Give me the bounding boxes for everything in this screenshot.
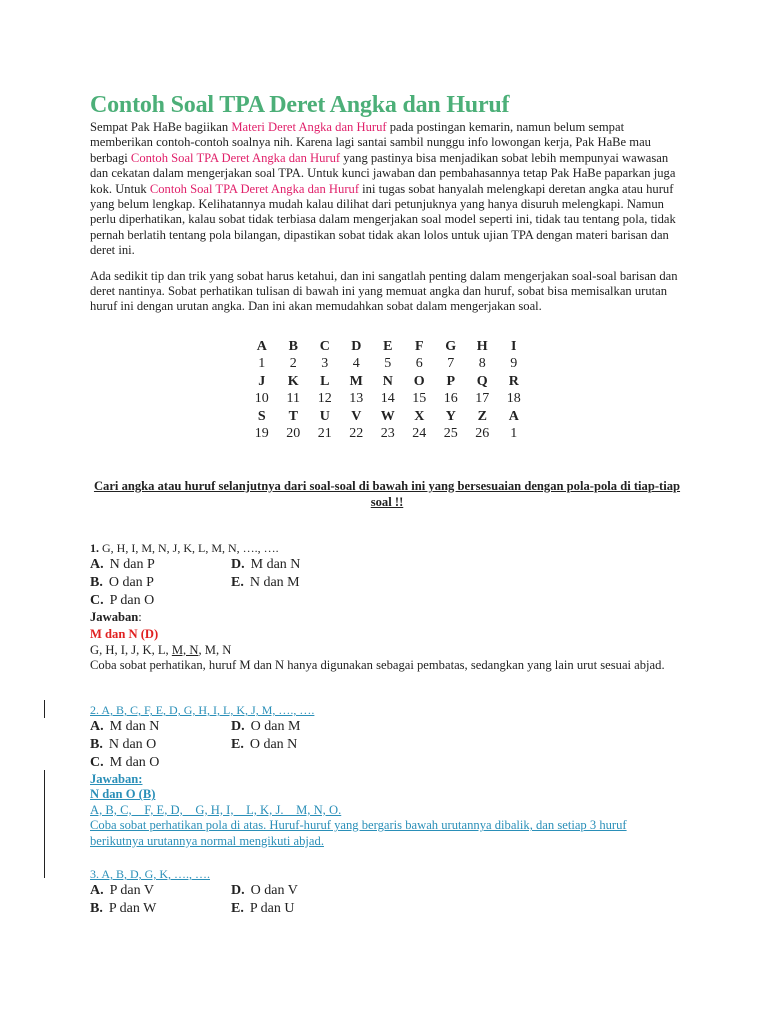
link-materi[interactable]: Materi Deret Angka dan Huruf [231,120,387,134]
answer: N dan O (B) [90,787,156,802]
option-row: C. M dan O [90,755,160,770]
article [90,90,680,315]
revision-mark [44,770,45,878]
option-row: B. P dan W E. P dan U [90,901,295,916]
option-row: A. N dan P D. M dan N [90,557,301,572]
intro-text: Sempat Pak HaBe bagiikan [90,120,232,134]
answer: M dan N (D) [90,627,159,642]
jawaban-label: Jawaban: [90,772,143,786]
link-contoh-soal-2[interactable]: Contoh Soal TPA Deret Angka dan Huruf [149,181,360,196]
intro-text: pada postingan kemarin, namun belum sempat memberikan contoh-contoh soalnya nih. Karena lagi santai sambil nunggu info lowongan kerja, Pak HaBe mau berbagi [90,120,651,165]
question-3 [90,866,690,918]
explanation: Coba sobat perhatikan pola di atas. Huruf-huruf yang bergaris bawah urutannya dibalik, dan setiap 3 huruf berikutnya urutannya normal mengikuti abjad. [90,818,627,848]
number-row: 10 11 12 13 14 15 16 17 18 [254,391,521,407]
letter-row: J K L M N O P Q R [258,373,519,389]
revision-mark [44,700,45,718]
option-row: B. O dan P E. N dan M [90,575,300,590]
intro-text: ini tugas sobat hanyalah melengkapi deretan angka atau huruf yang belum lengkap. Kelihatannya mudah kalau dilihat dari petunjuknya yang hanya disuruh melengkapi. Namun perlu diperhatikan, kalau sobat tidak terbiasa dalam mengerjakan soal model seperti ini, tidak tau tentang pola, tidak pernah berlatih tentang pola bilangan, dipastikan sobat tidak akan lolos untuk ujian TPA dengan materi barisan dan deret ini. [90,181,676,258]
instruction-heading: Cari angka atau huruf selanjutnya dari soal-soal di bawah ini yang bersesuaian dengan pola-pola di tiap-tiap soal !! [93,479,681,509]
question-text: 1. G, H, I, M, N, J, K, L, M, N, …., …. [90,541,279,555]
option-row: A. P dan V D. O dan V [90,883,298,898]
letter-row: A B C D E F G H I [256,339,517,354]
explanation: Coba sobat perhatikan, huruf M dan N hanya digunakan sebagai pembatas, sedangkan yang lain urut sesuai abjad. [90,658,665,673]
question-text: 3. A, B, D, G, K, …., …. [90,867,211,881]
alphabet-table [246,338,530,442]
intro-paragraph [90,120,680,259]
letter-row: S T U V W X Y Z A [257,408,519,424]
question-1 [90,540,690,674]
answer-sequence: G, H, I, J, K, L, M, N, M, N [90,642,232,657]
option-row: C. P dan O [90,593,155,608]
question-text: 2. A, B, C, F, E, D, G, H, I, L, K, J, M, …., …. [90,703,315,717]
intro-text: yang pastinya bisa menjadikan sobat lebih mempunyai wawasan dan cekatan dalam mengerjakan soal TPA. Untuk kunci jawaban dan pembahasannya tetap Pak HaBe paparkan juga kok. Untuk [90,150,676,196]
page-title: Contoh Soal TPA Deret Angka dan Huruf [90,92,510,118]
option-row: A. M dan N D. O dan M [90,719,301,734]
tips-paragraph: Ada sedikit tip dan trik yang sobat harus ketahui, dan ini sangatlah penting dalam mengerjakan soal-soal barisan dan deret nantinya. Sobat perhatikan tulisan di bawah ini yang memuat angka dan huruf, sobat bisa memisalkan urutan huruf ini dengan urutan angka. Dan ini akan memudahkan sobat dalam mengerjakan soal. [90,268,678,314]
number-row: 19 20 21 22 23 24 25 26 1 [254,426,518,442]
jawaban-label: Jawaban: [90,610,142,624]
number-row: 1 2 3 4 5 6 7 8 9 [258,356,518,372]
link-contoh-soal[interactable]: Contoh Soal TPA Deret Angka dan Huruf [130,150,341,165]
option-row: B. N dan O E. O dan N [90,737,298,752]
answer-sequence: A, B, C, F, E, D, G, H, I, L, K, J. M, N, O. [90,802,342,817]
question-2 [90,702,690,849]
